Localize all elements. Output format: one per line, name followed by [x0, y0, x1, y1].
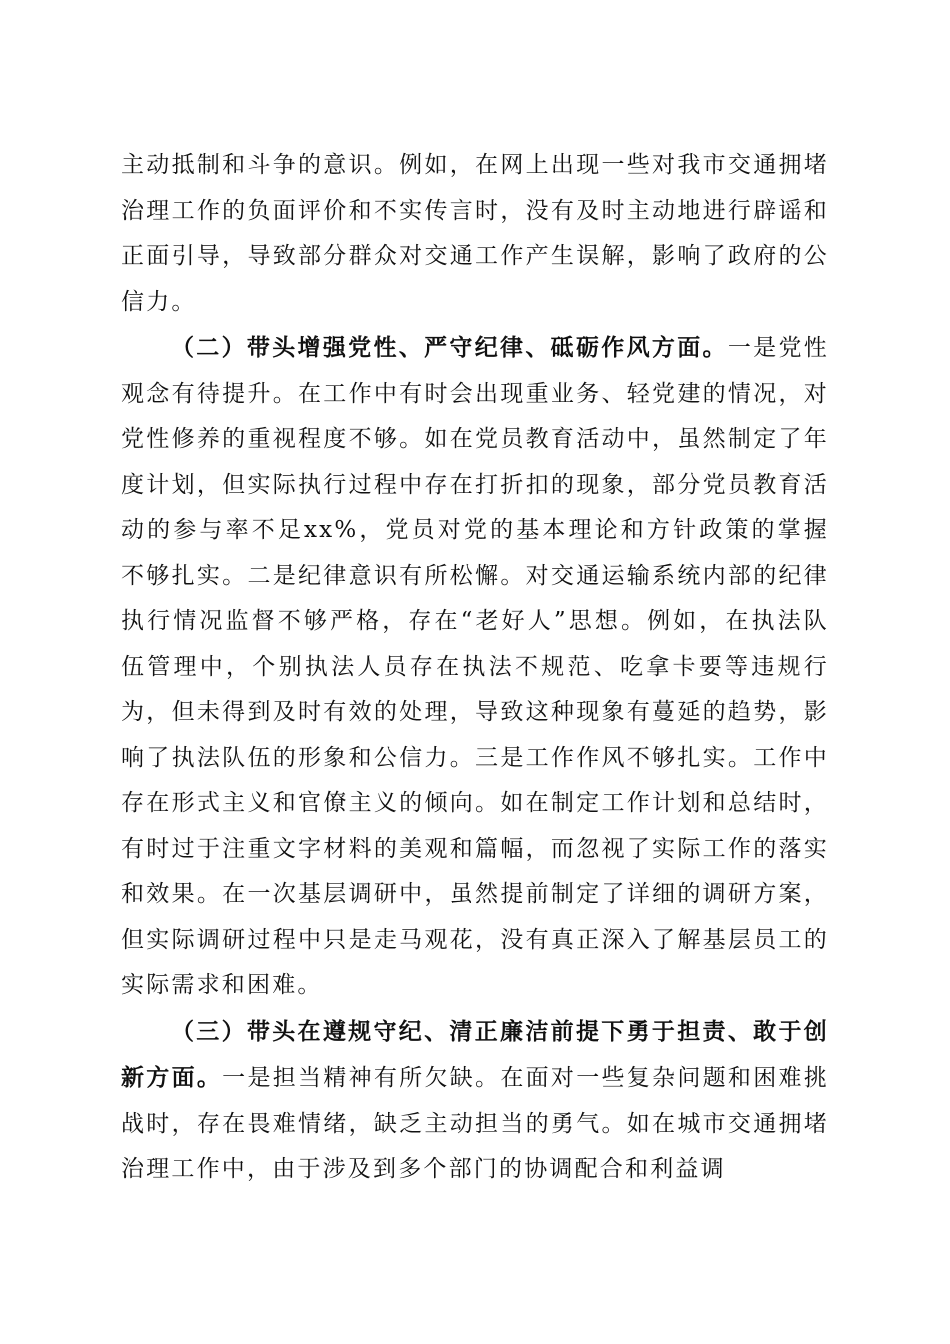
- paragraph-continuation: [121, 143, 829, 325]
- paragraph-text: 一是党性观念有待提升。在工作中有时会出现重业务、轻党建的情况，对党性修养的重视程度不够。如在党员教育活动中，虽然制定了年度计划，但实际执行过程中存在打折扣的现象，部分党员教育活动的参与率不足xx%，党员对党的基本理论和方针政策的掌握不够扎实。二是纪律意识有所松懈。对交通运输系统内部的纪律执行情况监督不够严格，存在“老好人”思想。例如，在执法队伍管理中，个别执法人员存在执法不规范、吃拿卡要等违规行为，但未得到及时有效的处理，导致这种现象有蔓延的趋势，影响了执法队伍的形象和公信力。三是工作作风不够扎实。工作中存在形式主义和官僚主义的倾向。如在制定工作计划和总结时，有时过于注重文字材料的美观和篇幅，而忽视了实际工作的落实和效果。在一次基层调研中，虽然提前制定了详细的调研方案，但实际调研过程中只是走马观花，没有真正深入了解基层员工的实际需求和困难。: [121, 335, 829, 998]
- paragraph-text: 主动抵制和斗争的意识。例如，在网上出现一些对我市交通拥堵治理工作的负面评价和不实传言时，没有及时主动地进行辟谣和正面引导，导致部分群众对交通工作产生误解，影响了政府的公信力。: [121, 152, 829, 315]
- paragraph-text: 一是担当精神有所欠缺。在面对一些复杂问题和困难挑战时，存在畏难情绪，缺乏主动担当的勇气。如在城市交通拥堵治理工作中，由于涉及到多个部门的协调配合和利益调: [121, 1065, 829, 1182]
- paragraph-section-two: [121, 325, 829, 1009]
- paragraph-section-three: [121, 1009, 829, 1193]
- section-heading-three: （三）带头在遵规守纪、清正廉洁前提下勇于担责、敢于创新方面。: [121, 1017, 829, 1091]
- section-heading-two: （二）带头增强党性、严守纪律、砥砺作风方面。: [171, 334, 728, 361]
- document-body: [121, 143, 829, 1193]
